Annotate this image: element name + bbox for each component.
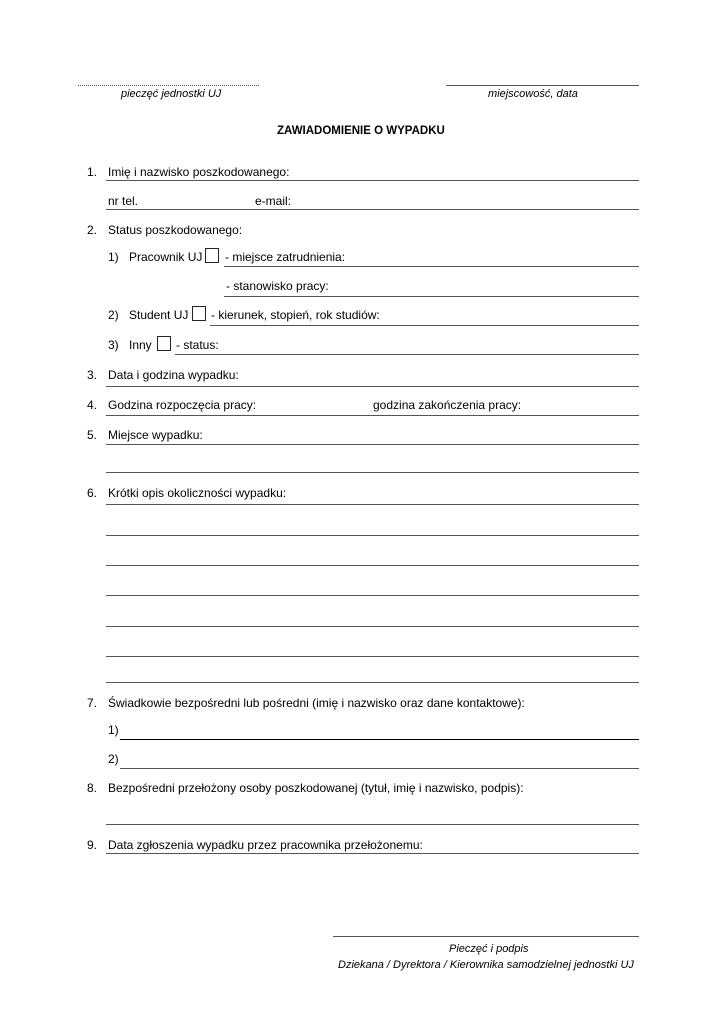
status-2-detail: - kierunek, stopień, rok studiów: (211, 308, 380, 322)
item-9-number: 9. (87, 838, 98, 852)
status-3-detail: - status: (176, 338, 219, 352)
item-8-number: 8. (87, 781, 98, 795)
position-line[interactable] (224, 296, 639, 297)
item-7-label: Świadkowie bezpośredni lub pośredni (imię i nazwisko oraz dane kontaktowe): (108, 696, 525, 710)
place-date-label: miejscowość, data (488, 88, 578, 100)
witness-1-line[interactable] (120, 739, 639, 740)
item-9-line[interactable] (106, 853, 639, 854)
status-1-label: Pracownik UJ (129, 250, 203, 264)
status-1-number: 1) (108, 250, 119, 264)
item-6-number: 6. (87, 486, 98, 500)
item-7-number: 7. (87, 696, 98, 710)
item-6-line-1[interactable] (106, 504, 639, 505)
item-2-label: Status poszkodowanego: (108, 223, 243, 237)
item-4-number: 4. (87, 398, 98, 412)
status-2-label: Student UJ (129, 308, 189, 322)
item-8-line[interactable] (106, 824, 639, 825)
other-status-line[interactable] (175, 354, 639, 355)
status-2-number: 2) (108, 308, 119, 322)
status-3-number: 3) (108, 338, 119, 352)
item-6-line-7[interactable] (106, 682, 639, 683)
stamp-line (78, 85, 259, 86)
item-6-line-4[interactable] (106, 595, 639, 596)
signature-line[interactable] (333, 936, 639, 937)
status-1-detail2: - stanowisko pracy: (226, 279, 329, 293)
signature-label-2: Dziekana / Dyrektora / Kierownika samodzielnej jednostki UJ (338, 959, 634, 971)
item-5-number: 5. (87, 428, 98, 442)
signature-label-1: Pieczęć i podpis (449, 943, 529, 955)
item-9-label: Data zgłoszenia wypadku przez pracownika przełożonemu: (108, 838, 423, 852)
item-3-number: 3. (87, 368, 98, 382)
employee-checkbox[interactable] (205, 248, 219, 263)
item-6-line-3[interactable] (106, 565, 639, 566)
item-4-line[interactable] (106, 415, 639, 416)
item-8-label: Bezpośredni przełożony osoby poszkodowanej (tytuł, imię i nazwisko, podpis): (108, 781, 524, 795)
status-1-detail: - miejsce zatrudnienia: (225, 250, 346, 264)
item-1-label: Imię i nazwisko poszkodowanego: (108, 165, 290, 179)
item-6-line-5[interactable] (106, 626, 639, 627)
item-4-label: Godzina rozpoczęcia pracy: (108, 398, 257, 412)
place-date-line (446, 85, 639, 86)
item-3-label: Data i godzina wypadku: (108, 368, 239, 382)
witness-2-line[interactable] (120, 768, 639, 769)
stamp-label: pieczęć jednostki UJ (121, 88, 222, 100)
document-title: ZAWIADOMIENIE O WYPADKU (277, 125, 445, 137)
item-1-line[interactable] (106, 180, 639, 181)
item-4-label2: godzina zakończenia pracy: (373, 398, 522, 412)
item-6-label: Krótki opis okoliczności wypadku: (108, 486, 287, 500)
item-5-line-1[interactable] (106, 444, 639, 445)
phone-label: nr tel. (108, 194, 139, 208)
workplace-line[interactable] (224, 266, 639, 267)
item-5-line-2[interactable] (106, 472, 639, 473)
study-line[interactable] (210, 325, 639, 326)
item-2-number: 2. (87, 223, 98, 237)
witness-1-label: 1) (108, 723, 119, 737)
email-label: e-mail: (255, 194, 292, 208)
witness-2-label: 2) (108, 752, 119, 766)
student-checkbox[interactable] (192, 306, 206, 321)
item-1-number: 1. (87, 165, 98, 179)
status-3-label: Inny (129, 338, 152, 352)
other-checkbox[interactable] (157, 336, 171, 351)
item-5-label: Miejsce wypadku: (108, 428, 203, 442)
item-6-line-6[interactable] (106, 656, 639, 657)
contact-line[interactable] (106, 209, 639, 210)
item-3-line[interactable] (106, 386, 639, 387)
item-6-line-2[interactable] (106, 535, 639, 536)
